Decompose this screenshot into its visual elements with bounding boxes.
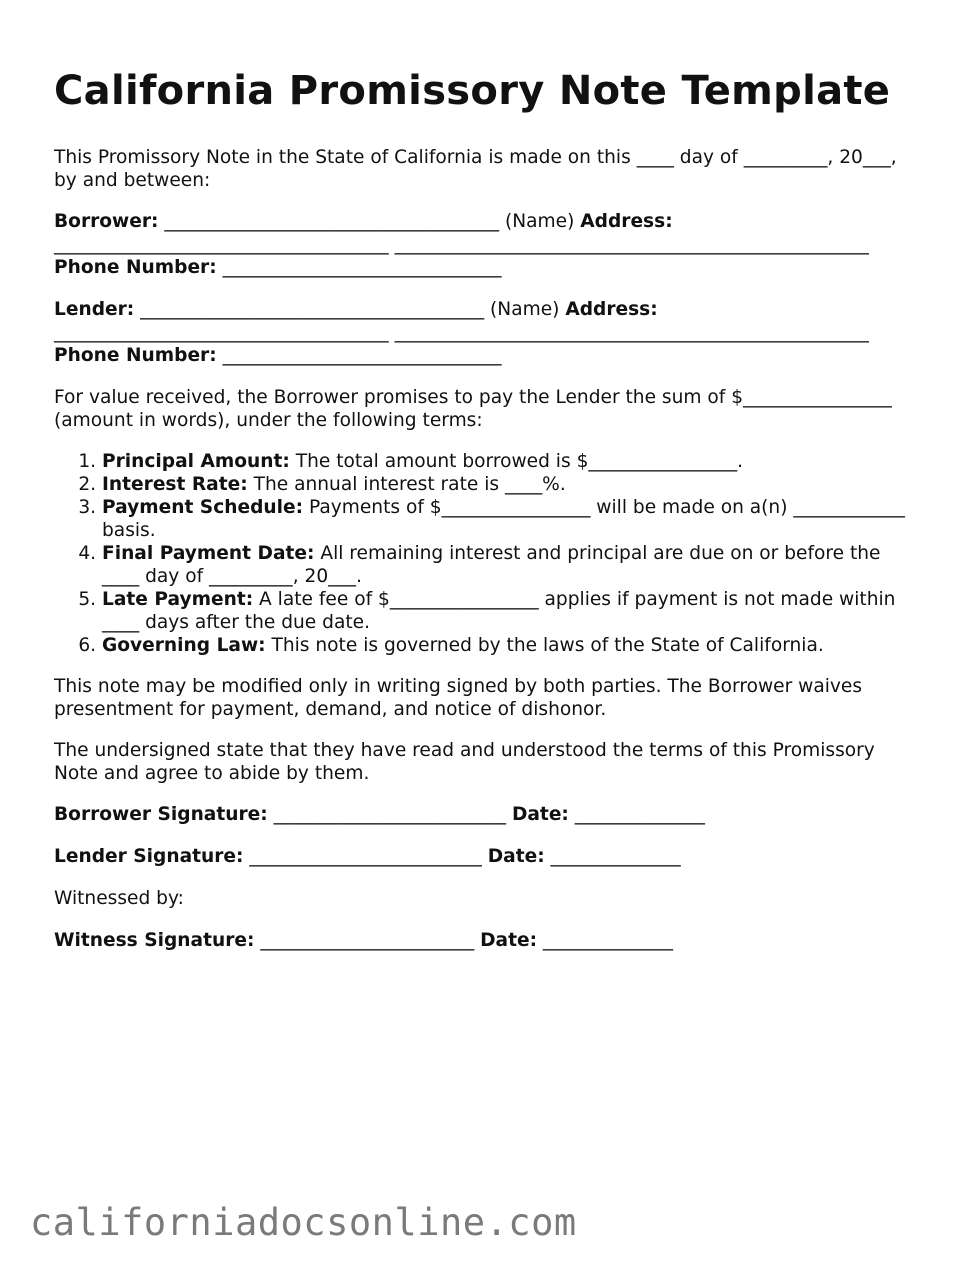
- lender-signature-line: [54, 845, 914, 868]
- lender-label: Lender:: [54, 299, 135, 320]
- modification-paragraph: This note may be modified only in writing signed by both parties. The Borrower waives presentment for payment, demand, and notice of dishonor.: [54, 676, 863, 720]
- site-footer-url: californiadocsonline.com: [30, 1201, 577, 1244]
- lender-date-label: Date:: [487, 846, 545, 867]
- value-received-paragraph: For value received, the Borrower promises to pay the Lender the sum of $________________ (amount in words), under the following terms:: [54, 387, 892, 431]
- term-text: A late fee of $________________ applies if payment is not made within ____ days after the due date.: [102, 589, 896, 633]
- term-label: Governing Law:: [102, 635, 266, 656]
- witnessed-by-label: Witnessed by:: [54, 888, 184, 909]
- lender-date-blank: ______________: [544, 846, 681, 867]
- lender-phone-blank: ______________________________: [216, 345, 502, 366]
- term-item: [102, 450, 914, 473]
- borrower-block: [54, 210, 914, 279]
- term-text: This note is governed by the laws of the State of California.: [265, 635, 824, 656]
- document-page: [54, 62, 914, 971]
- lender-name-blank: _____________________________________ (Name): [134, 299, 566, 320]
- term-item: [102, 542, 914, 588]
- acknowledgement-paragraph: The undersigned state that they have read and understood the terms of this Promissory Note and agree to abide by them.: [54, 740, 875, 784]
- term-text: Payments of $________________ will be made on a(n) ____________ basis.: [102, 497, 905, 541]
- witness-signature-blank: _______________________: [254, 930, 481, 951]
- terms-list: [54, 450, 914, 657]
- borrower-signature-blank: _________________________: [267, 804, 512, 825]
- borrower-address-blank: ____________________________________ ___________________________________________________: [54, 234, 869, 255]
- witness-date-blank: ______________: [537, 930, 674, 951]
- borrower-phone-blank: ______________________________: [216, 257, 502, 278]
- borrower-address-label: Address:: [580, 211, 673, 232]
- lender-block: [54, 298, 914, 367]
- document-title: California Promissory Note Template: [54, 68, 891, 114]
- term-text: The total amount borrowed is $________________.: [289, 451, 744, 472]
- term-label: Payment Schedule:: [102, 497, 304, 518]
- term-label: Interest Rate:: [102, 474, 248, 495]
- lender-signature-blank: _________________________: [243, 846, 488, 867]
- term-item: [102, 473, 914, 496]
- witness-signature-line: [54, 929, 914, 952]
- term-label: Late Payment:: [102, 589, 254, 610]
- intro-paragraph: This Promissory Note in the State of California is made on this ____ day of _________, 20___, by and between:: [54, 147, 897, 191]
- term-item: [102, 496, 914, 542]
- borrower-date-label: Date:: [511, 804, 569, 825]
- borrower-name-blank: ____________________________________ (Name): [158, 211, 581, 232]
- borrower-signature-label: Borrower Signature:: [54, 804, 268, 825]
- term-label: Final Payment Date:: [102, 543, 315, 564]
- witness-date-label: Date:: [480, 930, 538, 951]
- lender-address-blank: ____________________________________ ___________________________________________________: [54, 322, 869, 343]
- term-label: Principal Amount:: [102, 451, 290, 472]
- borrower-date-blank: ______________: [568, 804, 705, 825]
- term-text: The annual interest rate is ____%.: [247, 474, 566, 495]
- lender-address-label: Address:: [565, 299, 658, 320]
- lender-phone-label: Phone Number:: [54, 345, 217, 366]
- borrower-phone-label: Phone Number:: [54, 257, 217, 278]
- term-item: [102, 634, 914, 657]
- term-item: [102, 588, 914, 634]
- witness-signature-label: Witness Signature:: [54, 930, 255, 951]
- borrower-signature-line: [54, 803, 914, 826]
- lender-signature-label: Lender Signature:: [54, 846, 244, 867]
- borrower-label: Borrower:: [54, 211, 159, 232]
- term-text: All remaining interest and principal are due on or before the ____ day of _________, 20___.: [102, 543, 881, 587]
